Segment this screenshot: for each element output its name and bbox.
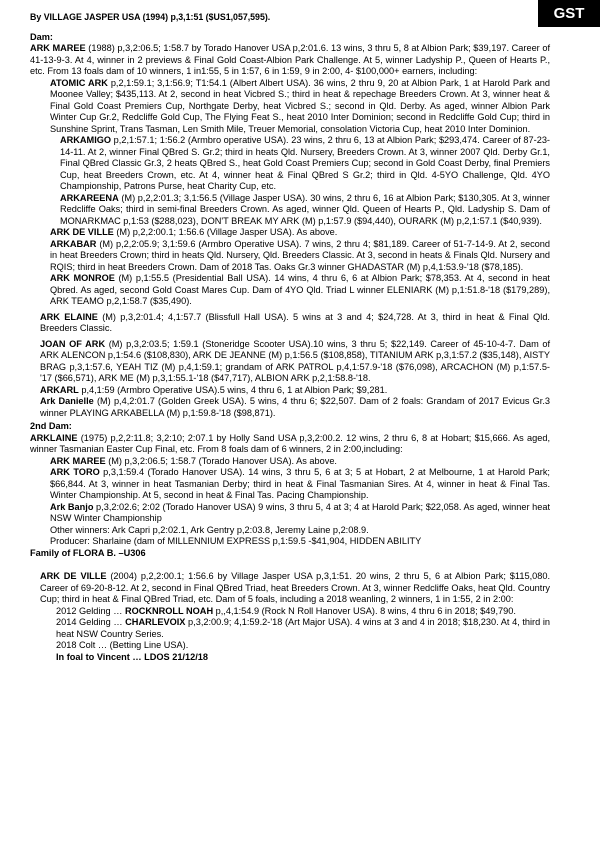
offspring-entry [30, 385, 550, 397]
offspring-text: (M) p,1:55.5 (Presidential Ball USA). 14 wins, 4 thru 6, 6 at Albion Park; $78,353. At 4, second in heat Qbred. As aged, second Gold Coast Mares Cup. Dam of 4YO Qld. Triad L winner ELENIARK (M) p,1:51.8-'18 ($179,289), ARK TEAMO p,2,1:58.7 ($35,490). [50, 273, 550, 306]
produce-text: p,,4,1:54.9 (Rock N Roll Hanover USA). 8 wins, 4 thru 6 in 2018; $49,790. [213, 605, 516, 616]
offspring-name: ARK DE VILLE [50, 227, 114, 237]
offspring-text: p,4,1:59 (Armbro Operative USA).5 wins, 4 thru 6, 1 at Albion Park; $9,281. [78, 384, 388, 395]
produce-entry [30, 617, 550, 640]
offspring-entry [30, 239, 550, 274]
producer-line: Producer: Sharlaine (dam of MILLENNIUM EXPRESS p,1:59.5 -$41,904, HIDDEN ABILITY [50, 536, 422, 546]
offspring-entry [30, 396, 550, 419]
produce-name: ROCKNROLL NOAH [124, 605, 214, 616]
offspring-name: ARK ELAINE [40, 311, 98, 322]
produce-entry [30, 606, 550, 618]
offspring-name: ARKARL [40, 384, 79, 395]
offspring-text: p,2,1:59.1; 3,1:56.9; T1:54.1 (Albert Albert USA). 36 wins, 2 thru 9, 20 at Albion Park, 1 at Harold Park and Moonee Valley; $435,113. At 2, second in heat Vicbred S.; third in heat & repechage Breeders Crown. At 3, winner heat & Final Gold Coast Premiers Cup, Northgate Derby, heat Vicbred S.; second in Qld. Derby. As aged, winner Albion Park Winter Cup Gr.2, Redcliffe Gold Cup, The Flying Feat S., heat 2010 Inter Dominion; second in Redcliffe Gold Cup; third in Sunshine Sprint, Trans Tasman, Len Smith Mile, Treuer Memorial, consolation Victoria Cup, heat 2010 Inter Dominion. [50, 77, 550, 134]
dam-heading: Dam: [30, 31, 53, 42]
second-offspring-entry [30, 502, 550, 525]
offspring-entry [30, 312, 550, 335]
offspring-entry [30, 78, 550, 136]
offspring-text: (M) p,3,2:03.5; 1:59.1 (Stoneridge Scooter USA).10 wins, 3 thru 5; $22,149. Career of 45-10-4-7. Dam of ARK ALENCON p,1:54.6 ($108,830), ARK DE JEANNE (M) p,1:56.5 ($108,858), TITANIUM ARK p,3,1:57.2 ($35,148), AISTY BRAG p,3,1:57.6, YEAH TIZ (M) p,4,1:59.1; grandam of ARK PATROL p,4,1:57.9-'18 ($76,098), ARCACHON (M) p,1:57.5-'17 ($66,571), ARK ME (M) p,3,1:55.1-'18 ($47,717), ALBION ARK p,2,1:58.8-'18. [40, 338, 550, 383]
offspring-text: (M) p,4,2:01.7 (Golden Greek USA). 5 wins, 4 thru 6; $22,507. Dam of 2 foals: Grandam of 2017 Evicus Gr.3 winner PLAYING ARKABELLA (M) p,1:59.8-'18 ($98,871). [40, 396, 550, 418]
offspring-entry [30, 227, 550, 239]
offspring-name: JOAN OF ARK [40, 338, 106, 349]
second-dam-heading: 2nd Dam: [30, 421, 72, 431]
offspring-name: ARK MONROE [50, 273, 115, 283]
in-foal-line: In foal to Vincent … LDOS 21/12/18 [56, 651, 208, 662]
offspring-entry [30, 135, 550, 193]
catalogue-page [30, 12, 550, 663]
gst-badge: GST [538, 0, 600, 27]
offspring-text: p,3,1:59.4 (Torado Hanover USA). 14 wins, 3 thru 5, 6 at 3; 5 at Hobart, 2 at Melbourne, 1 at Harold Park; $66,844. At 3, winner in heat Tasmanian Derby; third in heat & Final Tasmanian Sires. At 4, winner in heat & Final Tas. Winter Championship. At 5, second in heat & Final Tas. Pacing Championship. [50, 467, 550, 500]
dam-entry [30, 43, 550, 78]
second-offspring-entry [30, 467, 550, 502]
offspring-name: ARKAMIGO [60, 135, 112, 145]
offspring-name: ARK TORO [50, 467, 100, 477]
second-dam-name: ARKLAINE [30, 432, 78, 443]
second-dam-text: (1975) p,2,2:11.8; 3,2:10; 2:07.1 by Holly Sand USA p,3,2:00.2. 12 wins, 2 thru 6, 8 at Hobart; $15,666. As aged, winner Tasmanian Easter Cup Final, etc. From 8 foals dam of 6 winners, 2 in 2:00,including: [30, 432, 550, 454]
offspring-text: (M) p,3,2:06.5; 1:58.7 (Torado Hanover USA). As above. [105, 455, 337, 466]
dam-name: ARK MAREE [30, 43, 86, 53]
sire-line: By VILLAGE JASPER USA (1994) p,3,1:51 ($US1,057,595). [30, 12, 271, 22]
offspring-name: ARKAREENA [60, 192, 119, 203]
horse-entry [30, 571, 550, 606]
offspring-text: (M) p,3,2:01.4; 4,1:57.7 (Blissfull Hall USA). 5 wins at 3 and 4; $24,728. At 3, third in heat & Final Qld. Breeders Classic. [40, 311, 550, 333]
horse-text: (2004) p,2,2:00.1; 1:56.6 by Village Jasper USA p,3,1:51. 20 wins, 2 thru 5, 6 at Albion Park; $115,080. Career of 69-20-8-12. At 2, second in Final QBred Triad, heat Breeders Crown. At 3, winner Redcliffe Oaks, heat Qld. Country Cup; third in heat & Final QBred Triad, etc. Dam of 5 foals, including a 2018 weanling, 2 winners, 1 in 1:55, 2 in 2:00: [40, 571, 550, 604]
offspring-name: ARK MAREE [50, 455, 106, 466]
produce-entry [30, 640, 550, 652]
family-line: Family of FLORA B. –U306 [30, 547, 146, 558]
offspring-name: ATOMIC ARK [50, 77, 108, 88]
produce-prefix: 2012 Gelding … [56, 605, 125, 616]
produce-prefix: 2014 Gelding … [56, 617, 126, 627]
offspring-entry [30, 193, 550, 228]
offspring-text: p,3,2:02.6; 2:02 (Torado Hanover USA) 9 wins, 3 thru 5, 4 at 3; 4 at Harold Park; $22,058. As aged, winner heat NSW Winter Championship [50, 501, 550, 523]
second-dam-entry [30, 433, 550, 456]
offspring-name: Ark Danielle [40, 396, 94, 406]
produce-prefix: 2018 Colt … (Betting Line USA). [56, 640, 189, 650]
offspring-name: ARKABAR [50, 238, 97, 249]
offspring-entry [30, 273, 550, 308]
produce-name: CHARLEVOIX [125, 617, 186, 627]
offspring-text: (M) p,2,2:01.3; 3,1:56.5 (Village Jasper USA). 30 wins, 2 thru 6, 16 at Albion Park; $130,305. At 3, winner Redcliffe Oaks; third in semi-final Breeders Crown. As aged, winner Qld. Queen of Hearts P., Qld. Ladyship S. Dam of MONARKMAC p,1:53 ($288,023), DON'T BREAK MY ARK (M) p,1:57.9 ($94,440), OURARK (M) p,2,1:57.1 ($40,939). [60, 192, 550, 226]
offspring-entry [30, 339, 550, 385]
other-winners: Other winners: Ark Capri p,2:02.1, Ark Gentry p,2:03.8, Jeremy Laine p,2:08.9. [50, 524, 369, 535]
produce-text: p,3,2:00.9; 4,1:59.2-'18 (Art Major USA). 4 wins at 3 and 4 in 2018; $18,230. At 4, third in heat NSW Country Series. [56, 617, 550, 639]
horse-name: ARK DE VILLE [40, 571, 107, 581]
offspring-name: Ark Banjo [50, 501, 94, 512]
second-offspring-entry [30, 456, 550, 468]
offspring-text: (M) p,2,2:00.1; 1:56.6 (Village Jasper USA). As above. [113, 227, 338, 237]
offspring-text: p,2,1:57.1; 1:56.2 (Armbro operative USA). 23 wins, 2 thru 6, 13 at Albion Park; $293,474. Career of 87-23-14-11. At 2, winner Final QBred S. Gr.2; third in heats Qld. Nursery, Breeders Crown. At 3, winner 2007 Qld. Derby Gr.1, Final QBred Classic Gr.3, 2 heats QBred S., heat Gold Coast Premiers Cup; second in Gold Coast Derby, final Premiers Cup, heat Breeders Crown, etc. At 4, winner heat & Final QBred S Gr.2; third in Qld. 4-5YO Challenge, Qld. 4YO Championship, Patrons Purse, heat Charity Cup, etc. [60, 135, 550, 191]
dam-text: (1988) p,3,2:06.5; 1:58.7 by Torado Hanover USA p,2:01.6. 13 wins, 3 thru 5, 8 at Albion Park; $39,197. Career of 41-13-9-3. At 4, winner in 2 previews & Final Gold Coast-Albion Park Challenge. At 5, winner Ladyship P., Queen of Hearts P., etc. From 13 foals dam of 10 winners, 1 in1:55, 5 in 1:57, 6 in 1:59, 9 in 2:00, 4- $100,000+ earners, including: [30, 43, 550, 76]
offspring-text: (M) p,2,2:05.9; 3,1:59.6 (Armbro Operative USA). 7 wins, 2 thru 4; $81,189. Career of 51-7-14-9. At 2, second in heat Breeders Crown; third in heats Qld. Nursery, Qld. Breeders Classic. At 3, second in heats & Finals Qld. Nursery and RQIS; third in heat Breeders Crown. Dam of 2018 Tas. Oaks Gr.3 winner GHADASTAR (M) p,4,1:53.9-'18 ($78,185). [50, 238, 550, 272]
